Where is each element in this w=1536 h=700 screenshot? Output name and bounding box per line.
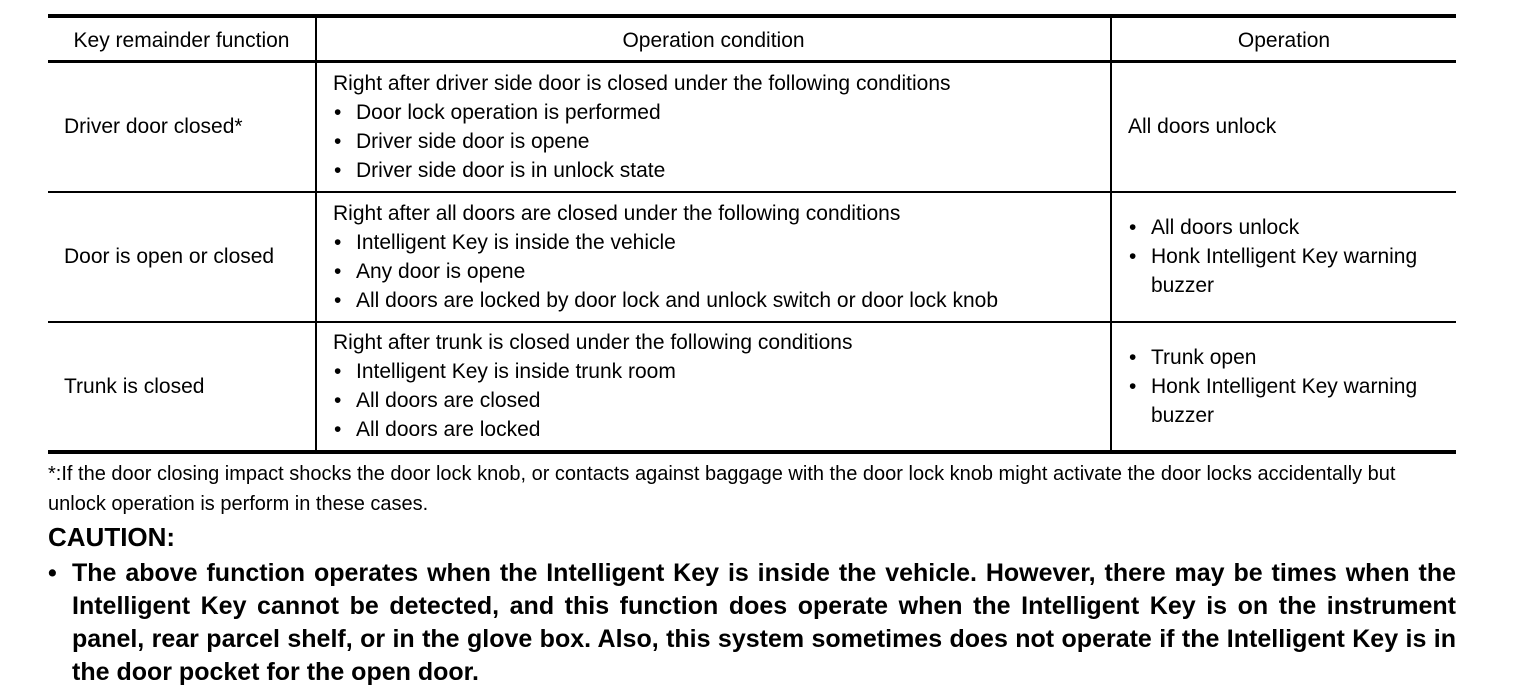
function-cell: Driver door closed* (48, 62, 316, 192)
condition-intro: Right after all doors are closed under the following conditions (333, 201, 901, 225)
caution-list (48, 557, 1456, 689)
condition-item: • Any door is opene (333, 257, 1096, 286)
function-cell: Trunk is closed (48, 322, 316, 452)
condition-cell (316, 62, 1111, 192)
table-row (48, 322, 1456, 452)
table-row (48, 192, 1456, 322)
condition-item: • Driver side door is in unlock state (333, 156, 1096, 185)
condition-item: • Intelligent Key is inside the vehicle (333, 228, 1096, 257)
condition-cell (316, 192, 1111, 322)
condition-list (333, 357, 1096, 444)
table-header-row (48, 16, 1456, 62)
condition-list (333, 228, 1096, 315)
condition-item: • All doors are locked (333, 415, 1096, 444)
condition-item: • All doors are locked by door lock and unlock switch or door lock knob (333, 286, 1096, 315)
operation-list (1128, 213, 1442, 300)
condition-item: • All doors are closed (333, 386, 1096, 415)
condition-cell (316, 322, 1111, 452)
operation-cell: All doors unlock (1111, 62, 1456, 192)
operation-item: • Honk Intelligent Key warning buzzer (1128, 242, 1442, 300)
condition-item: • Intelligent Key is inside trunk room (333, 357, 1096, 386)
caution-item: • The above function operates when the Intelligent Key is inside the vehicle. However, there may be times when the Intelligent Key cannot be detected, and this function does operate when the Intelligent Key is on the instrument panel, rear parcel shelf, or in the glove box. Also, this system sometimes does not operate if the Intelligent Key is in the door pocket for the open door. (48, 557, 1456, 689)
condition-item: • Driver side door is opene (333, 127, 1096, 156)
condition-intro: Right after driver side door is closed under the following conditions (333, 71, 951, 95)
function-cell: Door is open or closed (48, 192, 316, 322)
condition-item: • Door lock operation is performed (333, 98, 1096, 127)
footnote: *:If the door closing impact shocks the door lock knob, or contacts against baggage with the door lock knob might activate the door locks accidentally but unlock operation is perform in these cases. (48, 462, 1396, 515)
condition-intro: Right after trunk is closed under the following conditions (333, 331, 853, 354)
operation-list (1128, 343, 1442, 430)
operation-item: • Trunk open (1128, 343, 1442, 372)
operation-item: • All doors unlock (1128, 213, 1442, 242)
key-remainder-table (48, 14, 1456, 454)
operation-cell (1111, 322, 1456, 452)
header-operation-condition: Operation condition (316, 16, 1111, 62)
condition-list (333, 98, 1096, 185)
document-page (48, 14, 1456, 689)
table-row (48, 62, 1456, 192)
header-key-remainder-function: Key remainder function (48, 16, 316, 62)
header-operation: Operation (1111, 16, 1456, 62)
caution-heading: CAUTION: (48, 521, 176, 552)
operation-cell (1111, 192, 1456, 322)
operation-item: • Honk Intelligent Key warning buzzer (1128, 372, 1442, 430)
